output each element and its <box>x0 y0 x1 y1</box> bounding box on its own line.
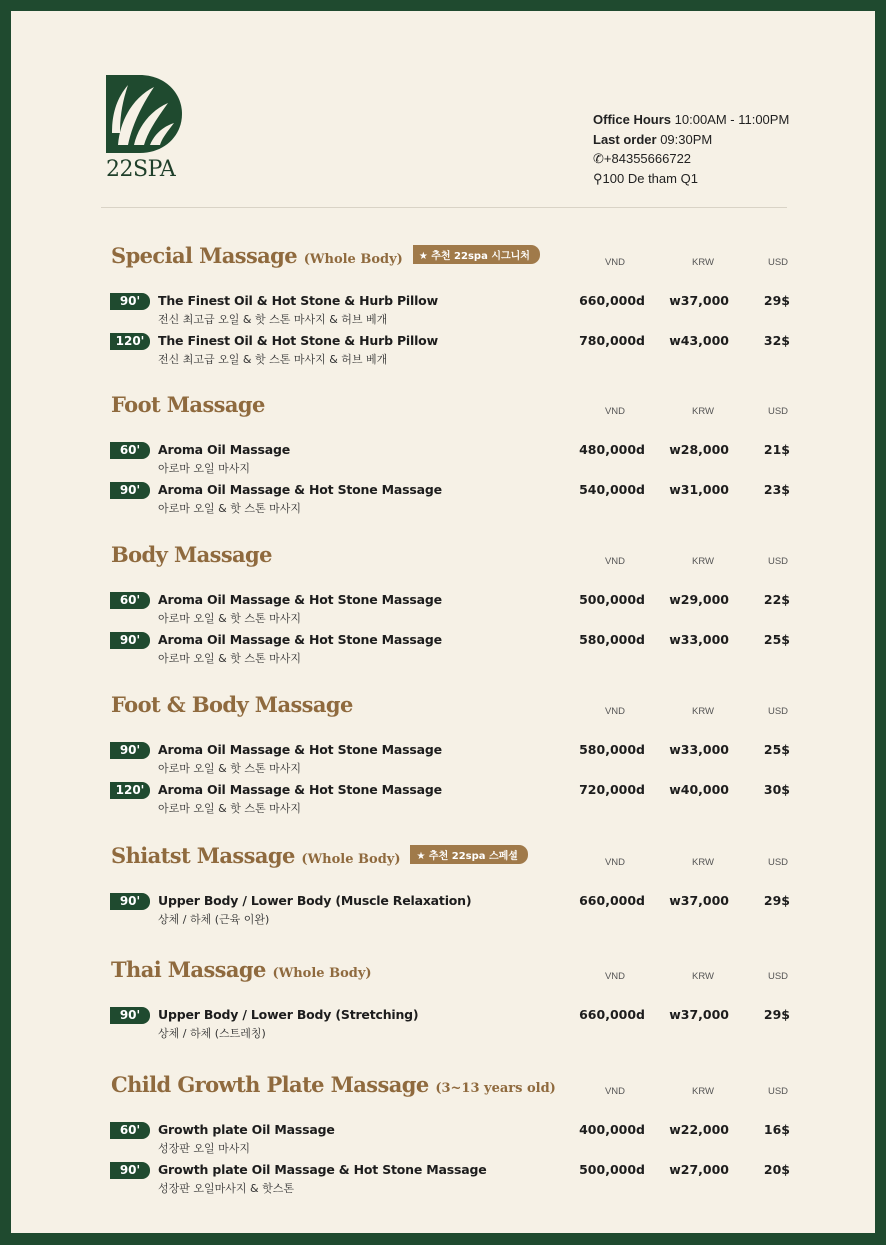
duration-badge: 90' <box>110 632 150 649</box>
section-title-text: Foot & Body Massage <box>111 692 353 717</box>
price-vnd: 580,000d <box>579 742 645 757</box>
menu-item <box>11 331 875 371</box>
section-title <box>111 957 372 982</box>
menu-item <box>11 780 875 820</box>
menu-item <box>11 590 875 630</box>
item-korean-name: 아로마 오일 & 핫 스톤 마사지 <box>158 652 301 665</box>
duration-badge: 90' <box>110 1162 150 1179</box>
item-korean-name: 아로마 오일 & 핫 스톤 마사지 <box>158 502 301 515</box>
price-vnd: 480,000d <box>579 442 645 457</box>
price-krw: w22,000 <box>669 1122 729 1137</box>
price-vnd: 660,000d <box>579 893 645 908</box>
price-usd: 22$ <box>763 592 790 607</box>
price-usd: 29$ <box>763 293 790 308</box>
price-vnd: 580,000d <box>579 632 645 647</box>
section-title <box>111 692 353 717</box>
phone-icon: ✆ <box>593 151 604 166</box>
item-name: Aroma Oil Massage <box>158 442 291 457</box>
column-header-vnd: VND <box>604 1086 626 1097</box>
column-header-usd: USD <box>767 1086 789 1097</box>
column-header-krw: KRW <box>692 556 714 567</box>
column-header-vnd: VND <box>604 706 626 717</box>
price-krw: w40,000 <box>669 782 729 797</box>
price-usd: 32$ <box>763 333 790 348</box>
column-header-krw: KRW <box>692 406 714 417</box>
section-title <box>111 843 528 868</box>
section-subtitle: (Whole Body) <box>272 966 372 981</box>
column-header-usd: USD <box>767 556 789 567</box>
column-header-krw: KRW <box>692 857 714 868</box>
section-subtitle: (3~13 years old) <box>435 1081 556 1096</box>
section-title-text: Foot Massage <box>111 392 265 417</box>
price-krw: w31,000 <box>669 482 729 497</box>
phone: ✆+84355666722 <box>593 151 692 166</box>
column-header-usd: USD <box>767 971 789 982</box>
item-korean-name: 전신 최고급 오일 & 핫 스톤 마사지 & 허브 베개 <box>158 353 388 366</box>
item-name: Aroma Oil Massage & Hot Stone Massage <box>158 782 442 797</box>
item-name: Aroma Oil Massage & Hot Stone Massage <box>158 742 442 757</box>
menu-item <box>11 291 875 331</box>
item-name: Growth plate Oil Massage & Hot Stone Massage <box>158 1162 487 1177</box>
price-krw: w33,000 <box>669 632 729 647</box>
column-header-vnd: VND <box>604 971 626 982</box>
item-name: Upper Body / Lower Body (Muscle Relaxation) <box>158 893 472 908</box>
price-krw: w37,000 <box>669 1007 729 1022</box>
item-name: The Finest Oil & Hot Stone & Hurb Pillow <box>158 293 438 308</box>
office-hours: Office Hours 10:00AM - 11:00PM <box>593 112 790 127</box>
menu-item <box>11 1005 875 1045</box>
last-order: Last order 09:30PM <box>593 131 713 147</box>
price-krw: w37,000 <box>669 293 729 308</box>
price-usd: 30$ <box>763 782 790 797</box>
price-vnd: 720,000d <box>579 782 645 797</box>
section-title <box>111 1072 556 1097</box>
section-title-text: Body Massage <box>111 542 272 567</box>
address: ⚲100 De tham Q1 <box>593 170 698 186</box>
price-usd: 25$ <box>763 632 790 647</box>
menu-item <box>11 1160 875 1200</box>
item-korean-name: 아로마 오일 & 핫 스톤 마사지 <box>158 612 301 625</box>
price-usd: 29$ <box>763 1007 790 1022</box>
column-header-vnd: VND <box>604 406 626 417</box>
item-name: Upper Body / Lower Body (Stretching) <box>158 1007 419 1022</box>
menu-item <box>11 1120 875 1160</box>
item-korean-name: 아로마 오일 마사지 <box>158 462 251 475</box>
price-usd: 16$ <box>763 1122 790 1137</box>
section-title <box>111 243 540 268</box>
price-vnd: 500,000d <box>579 1162 645 1177</box>
section-subtitle: (Whole Body) <box>301 852 401 867</box>
section-title-text: Thai Massage <box>111 957 266 982</box>
item-korean-name: 아로마 오일 & 핫 스톤 마사지 <box>158 762 301 775</box>
item-korean-name: 상체 / 하체 (근육 이완) <box>158 913 270 926</box>
item-korean-name: 상체 / 하체 (스트레칭) <box>158 1027 266 1040</box>
location-pin-icon: ⚲ <box>593 170 603 186</box>
duration-badge: 60' <box>110 592 150 609</box>
item-korean-name: 전신 최고급 오일 & 핫 스톤 마사지 & 허브 베개 <box>158 313 388 326</box>
column-header-krw: KRW <box>692 1086 714 1097</box>
item-name: The Finest Oil & Hot Stone & Hurb Pillow <box>158 333 438 348</box>
section-title-text: Shiatst Massage <box>111 843 295 868</box>
menu-item <box>11 740 875 780</box>
section-title-text: Special Massage <box>111 243 298 268</box>
duration-badge: 90' <box>110 1007 150 1024</box>
item-name: Growth plate Oil Massage <box>158 1122 335 1137</box>
item-korean-name: 성장판 오일마사지 & 핫스톤 <box>158 1182 294 1195</box>
section-title <box>111 542 272 567</box>
duration-badge: 120' <box>110 782 150 799</box>
price-krw: w37,000 <box>669 893 729 908</box>
item-name: Aroma Oil Massage & Hot Stone Massage <box>158 592 442 607</box>
header-divider <box>101 207 787 208</box>
brand-logo <box>106 75 186 182</box>
menu-item <box>11 440 875 480</box>
menu-page <box>11 11 875 1233</box>
item-korean-name: 성장판 오일 마사지 <box>158 1142 251 1155</box>
recommend-badge: ★ 추천 22spa 스페셜 <box>410 845 527 864</box>
price-krw: w27,000 <box>669 1162 729 1177</box>
section-subtitle: (Whole Body) <box>303 252 403 267</box>
contact-info <box>593 110 789 188</box>
section-title <box>111 392 265 417</box>
price-vnd: 400,000d <box>579 1122 645 1137</box>
menu-item <box>11 630 875 670</box>
column-header-usd: USD <box>767 857 789 868</box>
price-usd: 29$ <box>763 893 790 908</box>
column-header-vnd: VND <box>604 857 626 868</box>
column-header-vnd: VND <box>604 257 626 268</box>
item-korean-name: 아로마 오일 & 핫 스톤 마사지 <box>158 802 301 815</box>
duration-badge: 90' <box>110 893 150 910</box>
column-header-krw: KRW <box>692 706 714 717</box>
price-usd: 20$ <box>763 1162 790 1177</box>
column-header-usd: USD <box>767 706 789 717</box>
price-vnd: 660,000d <box>579 1007 645 1022</box>
column-header-krw: KRW <box>692 257 714 268</box>
duration-badge: 90' <box>110 482 150 499</box>
price-vnd: 540,000d <box>579 482 645 497</box>
brand-name: 22SPA <box>106 157 176 182</box>
menu-item <box>11 891 875 931</box>
price-usd: 25$ <box>763 742 790 757</box>
leaf-d-icon <box>106 75 182 153</box>
duration-badge: 120' <box>110 333 150 350</box>
section-title-text: Child Growth Plate Massage <box>111 1072 429 1097</box>
column-header-usd: USD <box>767 406 789 417</box>
duration-badge: 60' <box>110 1122 150 1139</box>
price-krw: w33,000 <box>669 742 729 757</box>
price-usd: 23$ <box>763 482 790 497</box>
price-krw: w43,000 <box>669 333 729 348</box>
price-krw: w29,000 <box>669 592 729 607</box>
column-header-usd: USD <box>767 257 789 268</box>
column-header-krw: KRW <box>692 971 714 982</box>
duration-badge: 60' <box>110 442 150 459</box>
price-vnd: 660,000d <box>579 293 645 308</box>
item-name: Aroma Oil Massage & Hot Stone Massage <box>158 632 442 647</box>
duration-badge: 90' <box>110 293 150 310</box>
menu-item <box>11 480 875 520</box>
price-krw: w28,000 <box>669 442 729 457</box>
price-vnd: 500,000d <box>579 592 645 607</box>
price-vnd: 780,000d <box>579 333 645 348</box>
column-header-vnd: VND <box>604 556 626 567</box>
price-usd: 21$ <box>763 442 790 457</box>
duration-badge: 90' <box>110 742 150 759</box>
recommend-badge: ★ 추천 22spa 시그니처 <box>413 245 540 264</box>
item-name: Aroma Oil Massage & Hot Stone Massage <box>158 482 442 497</box>
